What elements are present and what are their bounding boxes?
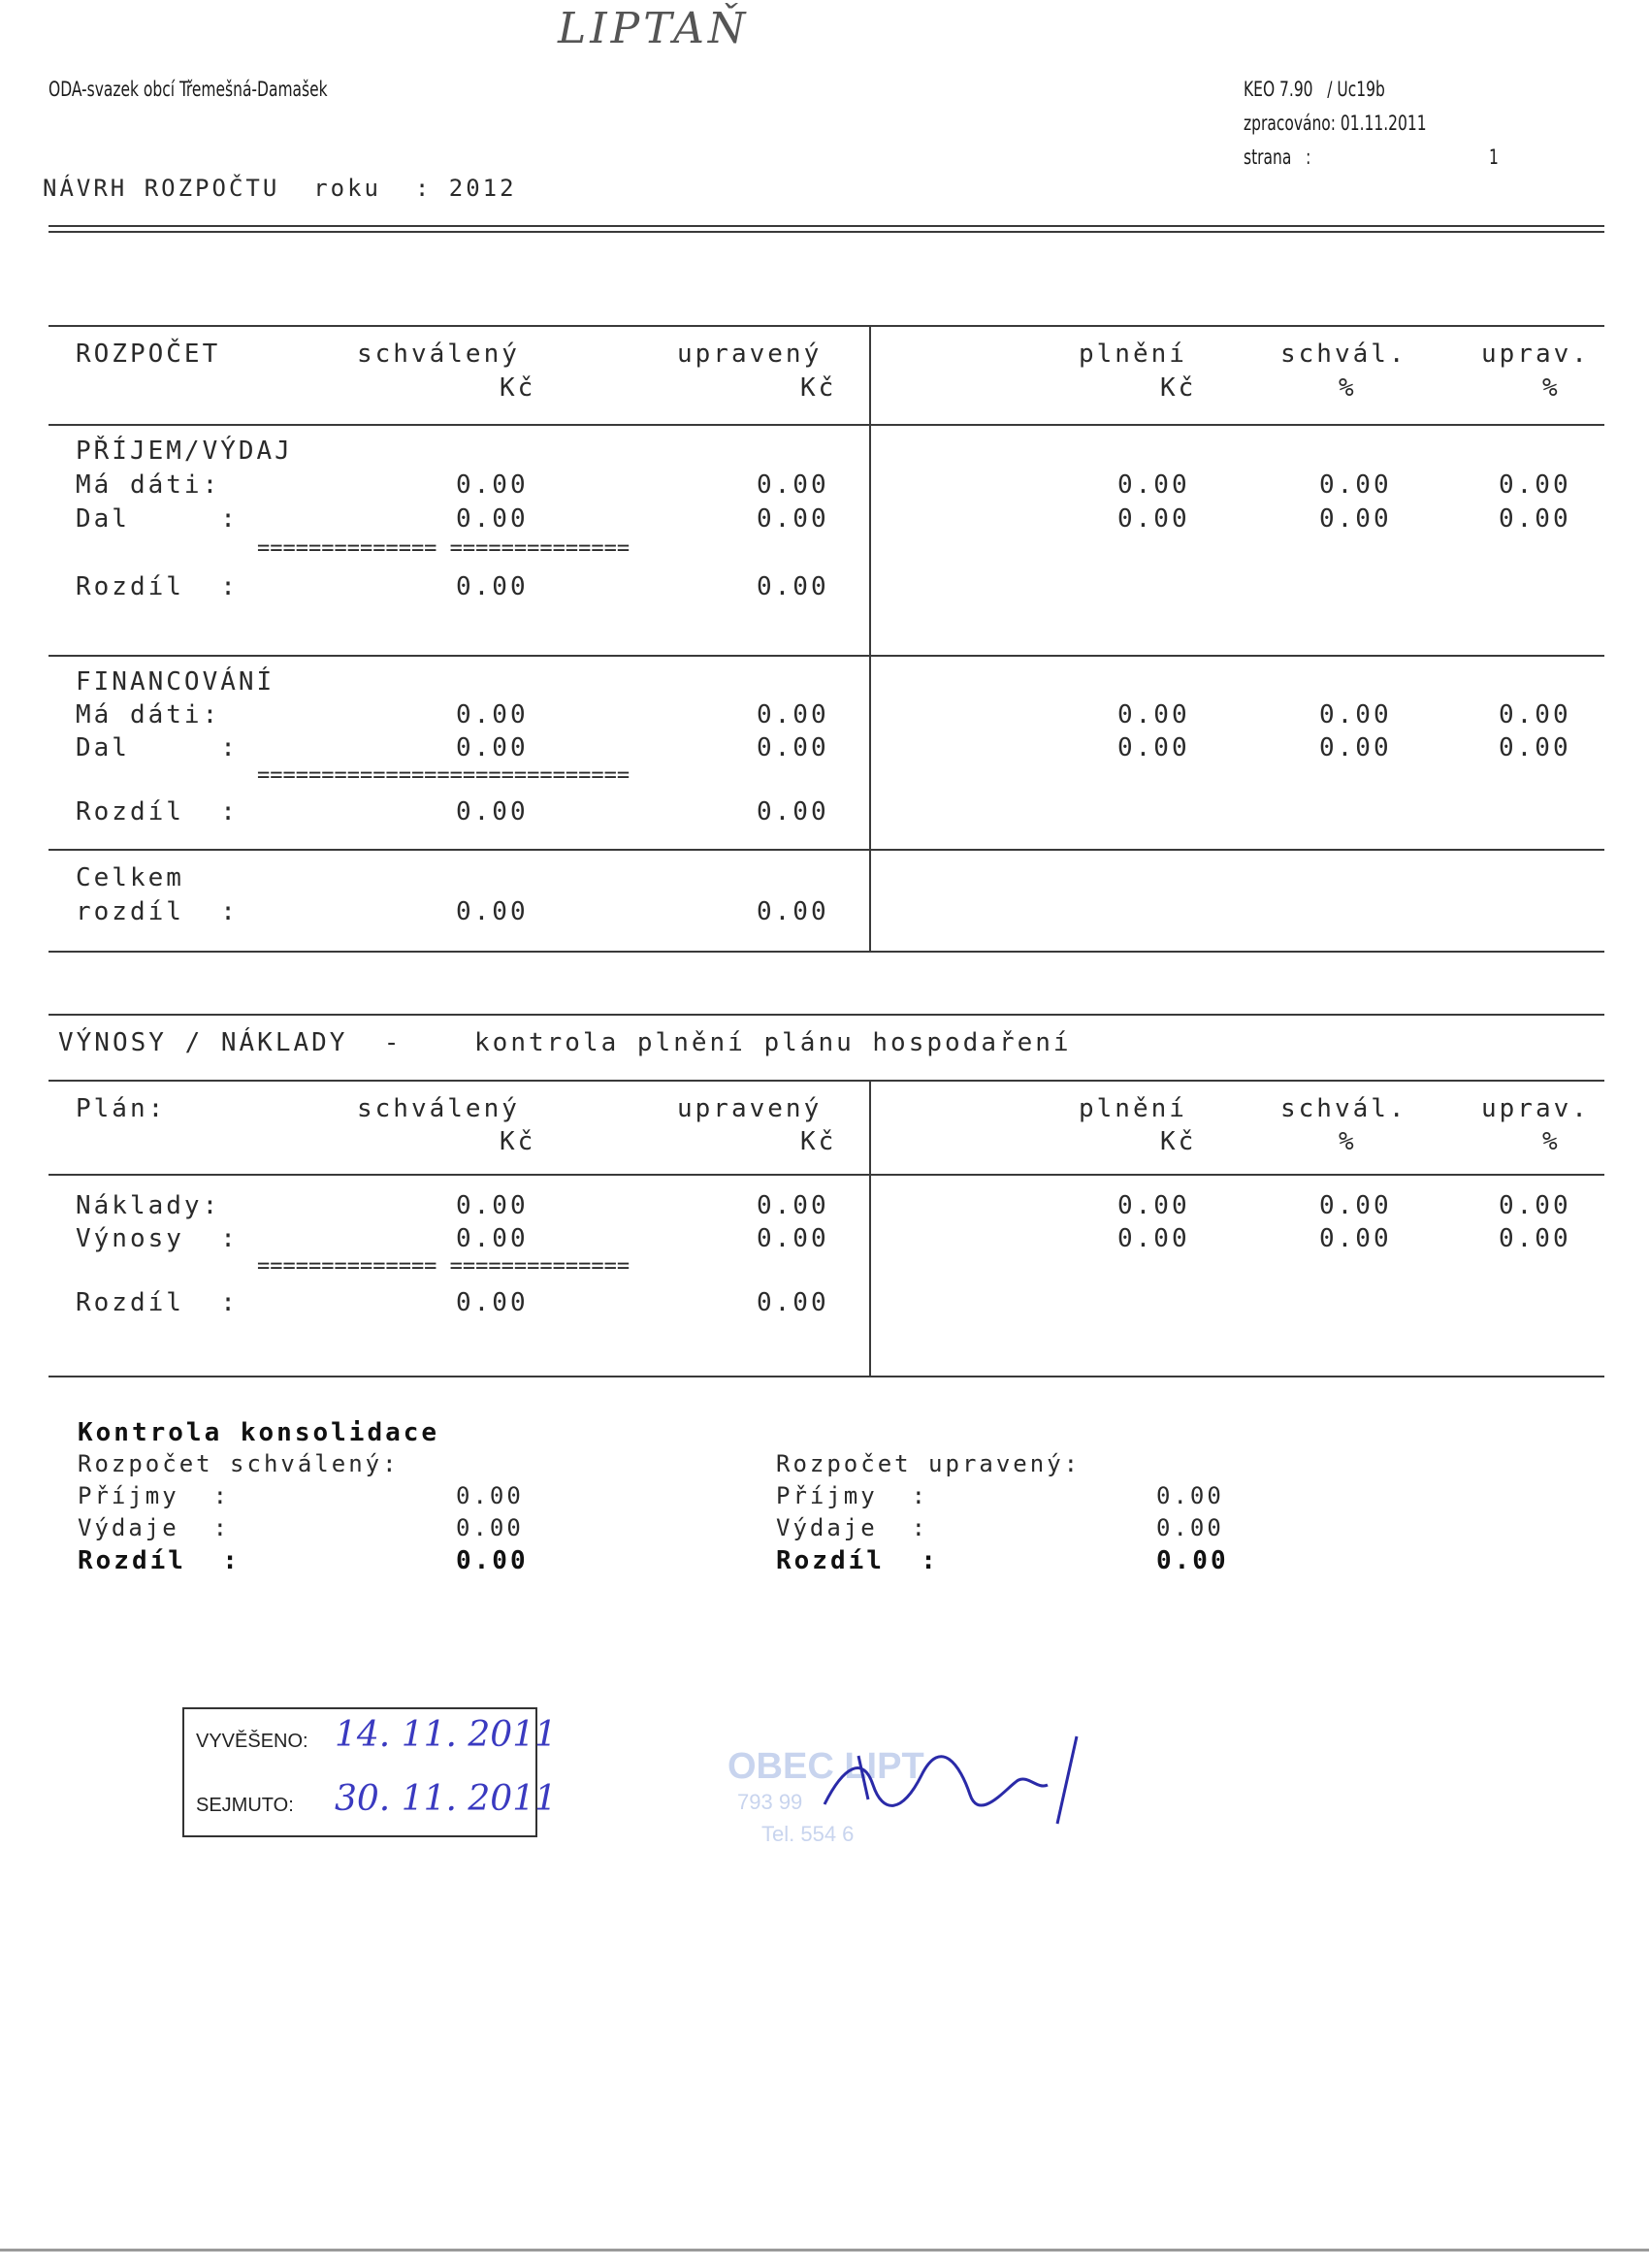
cell-value: 0.00 xyxy=(757,797,829,826)
section-heading-income-expense: PŘÍJEM/VÝDAJ xyxy=(76,437,293,466)
column-header-approved: schválený xyxy=(357,1094,520,1123)
cell-value: 0.00 xyxy=(1319,700,1392,729)
row-label-income: Příjmy : xyxy=(78,1482,231,1509)
removed-date: 30. 11. 2011 xyxy=(335,1779,558,1819)
column-header-approved-pct: schvál. xyxy=(1280,1094,1407,1123)
column-header-fulfilment: plnění xyxy=(1079,340,1187,369)
cell-value: 0.00 xyxy=(1117,700,1190,729)
row-label-revenues: Výnosy : xyxy=(76,1224,239,1253)
stamp-zip: 793 99 xyxy=(737,1790,803,1814)
row-label-expenses: Výdaje : xyxy=(776,1514,929,1541)
cell-value: 0.00 xyxy=(456,1191,529,1220)
cell-value: 0.00 xyxy=(456,700,529,729)
row-label-rozdil: Rozdíl : xyxy=(776,1546,939,1575)
cell-value: 0.00 xyxy=(757,470,829,500)
cell-value: 0.00 xyxy=(757,897,829,926)
row-label-dal: Dal : xyxy=(76,504,239,534)
processed-date: zpracováno: 01.11.2011 xyxy=(1244,112,1427,135)
row-label-expenses: Výdaje : xyxy=(78,1514,231,1541)
cell-value: 0.00 xyxy=(1319,504,1392,534)
cell-value: 0.00 xyxy=(757,700,829,729)
column-header-approved: schválený xyxy=(357,340,520,369)
page-label: strana : xyxy=(1244,146,1311,169)
currency-unit: Kč xyxy=(1160,373,1197,403)
document-title: NÁVRH ROZPOČTU roku : 2012 xyxy=(43,175,517,202)
cell-value: 0.00 xyxy=(1499,1224,1571,1253)
currency-unit: Kč xyxy=(800,1127,837,1156)
cell-value: 0.00 xyxy=(456,1514,524,1541)
cell-value: 0.00 xyxy=(1117,733,1190,762)
column-header-fulfilment: plnění xyxy=(1079,1094,1187,1123)
percent-unit: % xyxy=(1339,373,1357,403)
cell-value: 0.00 xyxy=(757,733,829,762)
cell-value: 0.00 xyxy=(1156,1546,1229,1575)
row-label-rozdil: Rozdíl : xyxy=(76,572,239,601)
column-header-approved-pct: schvál. xyxy=(1280,340,1407,369)
row-label-rozdil: Rozdíl : xyxy=(76,797,239,826)
cell-value: 0.00 xyxy=(757,504,829,534)
cell-value: 0.00 xyxy=(757,1224,829,1253)
cell-value: 0.00 xyxy=(1499,700,1571,729)
header-rule xyxy=(48,225,1604,227)
separator: ============== ============== xyxy=(257,1254,630,1279)
cell-value: 0.00 xyxy=(456,797,529,826)
row-label-total-diff: rozdíl : xyxy=(76,897,239,926)
consolidation-title: Kontrola konsolidace xyxy=(78,1418,440,1447)
row-label-total: Celkem xyxy=(76,863,184,892)
column-header-adjusted: upravený xyxy=(677,1094,823,1123)
cell-value: 0.00 xyxy=(456,1546,529,1575)
separator: ============================= xyxy=(257,763,630,788)
page-number: 1 xyxy=(1489,146,1499,169)
cell-value: 0.00 xyxy=(456,470,529,500)
scan-edge xyxy=(0,2249,1649,2252)
currency-unit: Kč xyxy=(1160,1127,1197,1156)
currency-unit: Kč xyxy=(500,1127,536,1156)
cell-value: 0.00 xyxy=(1499,504,1571,534)
cell-value: 0.00 xyxy=(456,572,529,601)
cell-value: 0.00 xyxy=(1156,1514,1224,1541)
header-rule-2 xyxy=(48,231,1604,233)
cell-value: 0.00 xyxy=(1117,504,1190,534)
row-label-ma-dati: Má dáti: xyxy=(76,700,221,729)
cell-value: 0.00 xyxy=(456,1288,529,1317)
removed-label: SEJMUTO: xyxy=(196,1795,294,1816)
column-header-adjusted-pct: uprav. xyxy=(1481,1094,1590,1123)
cell-value: 0.00 xyxy=(456,897,529,926)
row-label-costs: Náklady: xyxy=(76,1191,221,1220)
cell-value: 0.00 xyxy=(757,572,829,601)
column-header-plan: Plán: xyxy=(76,1094,167,1123)
row-label-ma-dati: Má dáti: xyxy=(76,470,221,500)
percent-unit: % xyxy=(1542,1127,1561,1156)
cell-value: 0.00 xyxy=(1319,470,1392,500)
column-header-adjusted-pct: uprav. xyxy=(1481,340,1590,369)
section-heading-financing: FINANCOVÁNÍ xyxy=(76,667,275,697)
cell-value: 0.00 xyxy=(1156,1482,1224,1509)
adjusted-budget-title: Rozpočet upravený: xyxy=(776,1450,1082,1477)
cell-value: 0.00 xyxy=(1319,1224,1392,1253)
separator: ============== ============== xyxy=(257,536,630,561)
cell-value: 0.00 xyxy=(757,1288,829,1317)
handwritten-note: LIPTAŇ xyxy=(558,4,750,53)
stamp-name: OBEC LIPT xyxy=(728,1746,924,1787)
currency-unit: Kč xyxy=(800,373,837,403)
cell-value: 0.00 xyxy=(456,1482,524,1509)
approved-budget-title: Rozpočet schválený: xyxy=(78,1450,400,1477)
currency-unit: Kč xyxy=(500,373,536,403)
posting-stamp xyxy=(182,1707,558,1837)
signature xyxy=(815,1727,1106,1833)
percent-unit: % xyxy=(1339,1127,1357,1156)
cell-value: 0.00 xyxy=(1117,470,1190,500)
posted-label: VYVĚŠENO: xyxy=(196,1731,308,1752)
cell-value: 0.00 xyxy=(1319,733,1392,762)
row-label-income: Příjmy : xyxy=(776,1482,929,1509)
cell-value: 0.00 xyxy=(757,1191,829,1220)
cell-value: 0.00 xyxy=(1499,733,1571,762)
posted-date: 14. 11. 2011 xyxy=(335,1715,558,1755)
cell-value: 0.00 xyxy=(1117,1191,1190,1220)
cell-value: 0.00 xyxy=(456,504,529,534)
column-header-section: ROZPOČET xyxy=(76,340,221,369)
row-label-dal: Dal : xyxy=(76,733,239,762)
row-label-rozdil: Rozdíl : xyxy=(78,1546,241,1575)
cell-value: 0.00 xyxy=(456,733,529,762)
section-title-revenues-costs: VÝNOSY / NÁKLADY - kontrola plnění plánu hospodaření xyxy=(58,1028,1072,1057)
row-label-rozdil: Rozdíl : xyxy=(76,1288,239,1317)
cell-value: 0.00 xyxy=(1319,1191,1392,1220)
cell-value: 0.00 xyxy=(1499,1191,1571,1220)
cell-value: 0.00 xyxy=(1499,470,1571,500)
system-version: KEO 7.90 / Uc19b xyxy=(1244,78,1385,101)
percent-unit: % xyxy=(1542,373,1561,403)
column-header-adjusted: upravený xyxy=(677,340,823,369)
organization-name: ODA-svazek obcí Třemešná-Damašek xyxy=(48,78,328,101)
cell-value: 0.00 xyxy=(456,1224,529,1253)
cell-value: 0.00 xyxy=(1117,1224,1190,1253)
stamp-tel: Tel. 554 6 xyxy=(761,1822,855,1846)
